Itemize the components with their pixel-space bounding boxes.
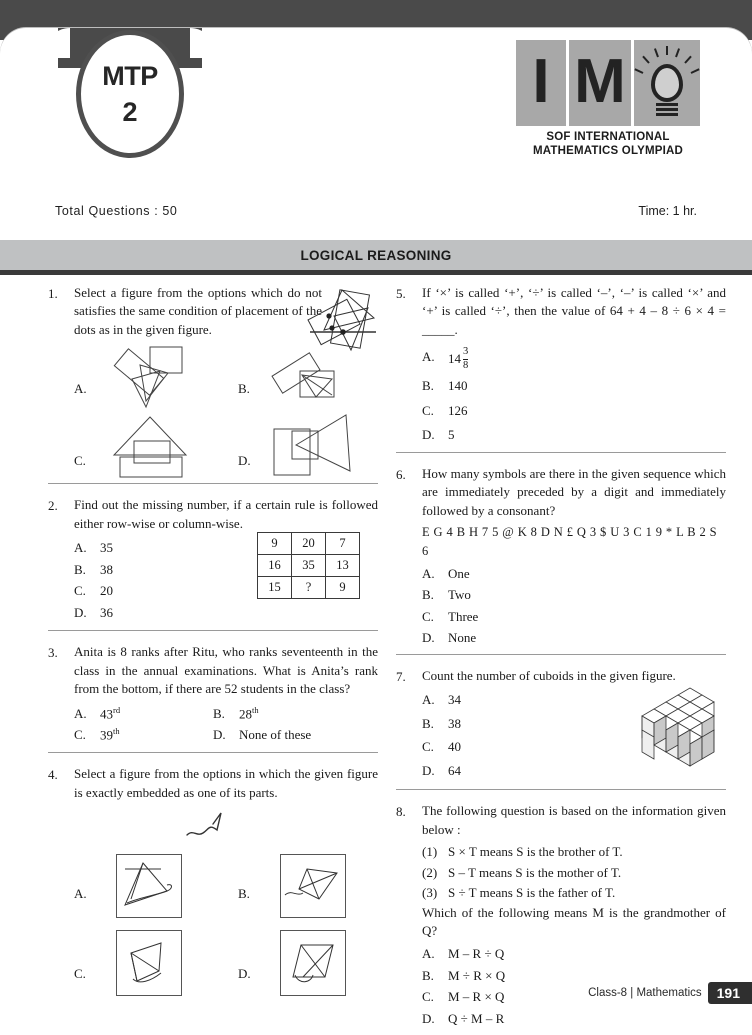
question-3 [48, 643, 378, 765]
question-1-option-d-label[interactable]: D. [238, 453, 251, 469]
imo-caption-line-2: MATHEMATICS OLYMPIAD [532, 145, 684, 158]
question-7-option-b-label: B. [422, 715, 434, 731]
grid-cell-r1c2: 20 [292, 533, 326, 555]
question-7-option-a-label: A. [422, 692, 435, 708]
grid-cell-r3c1: 15 [258, 577, 292, 599]
question-2-option-d[interactable] [48, 603, 378, 623]
question-5-option-b[interactable] [396, 376, 726, 396]
question-4-option-b-label[interactable]: B. [238, 886, 250, 902]
question-6-sequence: E G 4 B H 7 5 @ K 8 D N £ Q 3 $ U 3 C 1 9 * L B 2 S 6 [422, 525, 717, 558]
section-title: LOGICAL REASONING [300, 247, 452, 263]
question-3-option-c[interactable] [48, 725, 213, 745]
question-8-option-b-value: M ÷ R × Q [448, 967, 506, 983]
question-5-option-d-label: D. [422, 427, 435, 443]
imo-tile-m [569, 40, 631, 126]
question-4-options [48, 848, 378, 1000]
statement-2-number: (2) [422, 864, 438, 880]
question-2-option-d-value: 36 [100, 604, 113, 620]
question-8-text: The following question is based on the information given below : [422, 803, 726, 837]
page-number-badge: 191 [708, 982, 752, 1004]
question-3-number: 3. [48, 645, 58, 661]
question-2-option-c-label: C. [74, 583, 86, 599]
question-1-text: Select a figure from the options which do not satisfies the same condition of placement of the dots as in the given figure. [74, 285, 322, 337]
question-6-option-d-label: D. [422, 630, 435, 646]
question-4-option-d-label[interactable]: D. [238, 966, 251, 982]
grid-cell-r3c2: ? [292, 577, 326, 599]
question-5-option-a-label: A. [422, 349, 435, 365]
mtp-badge-number: 2 [122, 96, 138, 127]
question-5-number: 5. [396, 286, 406, 301]
question-5-option-a-value: 14 $\frac{3}{8}$ [448, 346, 469, 371]
question-8-statement-1 [422, 842, 726, 862]
question-2-option-b-value: 38 [100, 561, 113, 577]
question-5-text: If ‘×’ is called ‘+’, ‘÷’ is called ‘–’, ‘–’ is called ‘×’ and ‘+’ is called ‘÷’, then the value of 64 + 4 – 8 ÷ 6 × 4 = _____. [422, 285, 726, 337]
question-6-option-d-value: None [448, 630, 477, 646]
question-4-option-b-figure[interactable] [280, 854, 346, 918]
question-2-text: Find out the missing number, if a certain rule is followed either row-wise or column-wise. [74, 497, 378, 531]
statement-3-text: S ÷ T means S is the father of T. [448, 885, 616, 901]
page-header [0, 0, 752, 183]
question-7-number: 7. [396, 668, 406, 684]
question-1 [48, 284, 378, 496]
statement-2-text: S – T means S is the mother of T. [448, 864, 622, 880]
question-5-option-c-label: C. [422, 402, 434, 418]
question-8-statement-2 [422, 863, 726, 883]
question-8-option-c-value: M – R × Q [448, 989, 505, 1005]
question-4 [48, 765, 378, 1005]
left-column [48, 284, 378, 1005]
question-5-option-b-value: 140 [448, 378, 468, 394]
question-8-option-b-label: B. [422, 967, 434, 983]
statement-1-text: S × T means S is the brother of T. [448, 844, 623, 860]
question-1-option-a-label[interactable]: A. [74, 381, 87, 397]
question-5-option-d[interactable] [396, 425, 726, 445]
question-6-option-c-label: C. [422, 608, 434, 624]
question-1-option-b-label[interactable]: B. [238, 381, 250, 397]
imo-logo [516, 40, 700, 158]
question-8-option-c-label: C. [422, 989, 434, 1005]
mtp-badge-word: MTP [102, 60, 158, 91]
question-1-option-c-figure[interactable] [106, 415, 202, 479]
question-8-option-a-value: M – R ÷ Q [448, 946, 505, 962]
question-7 [396, 667, 726, 802]
question-4-option-a-label[interactable]: A. [74, 886, 87, 902]
lightbulb-o-icon [641, 46, 693, 122]
page-footer [0, 982, 752, 1004]
question-3-option-a[interactable] [48, 704, 213, 724]
question-3-option-a-value: 43rd [100, 704, 121, 721]
imo-logo-tiles [516, 40, 700, 126]
question-6-option-c[interactable] [396, 607, 726, 627]
fraction-denominator: 8 [463, 359, 469, 371]
question-2-option-b-label: B. [74, 561, 86, 577]
question-7-option-d-label: D. [422, 762, 435, 778]
question-2-number-grid [257, 532, 360, 599]
imo-tile-i [516, 40, 566, 126]
question-5-options [396, 347, 726, 445]
question-8-option-a[interactable] [396, 944, 726, 964]
question-4-stimulus-figure [183, 808, 243, 846]
question-2-number: 2. [48, 498, 58, 514]
question-3-text: Anita is 8 ranks after Ritu, who ranks seventeenth in the class in the annual examinations. What is Anita’s rank from the bottom, if there are 52 students in the class? [74, 644, 378, 697]
question-6-option-a-value: One [448, 565, 470, 581]
question-8-statements [396, 842, 726, 903]
imo-letter-m: M [574, 46, 626, 116]
question-8-option-d-value: Q ÷ M – R [448, 1010, 505, 1026]
grid-cell-r3c3: 9 [326, 577, 360, 599]
question-2-option-d-label: D. [74, 604, 87, 620]
question-4-option-c-label[interactable]: C. [74, 966, 86, 982]
footer-class-label: Class-8 | Mathematics [588, 987, 702, 999]
question-7-options [396, 690, 726, 780]
question-6-options [396, 564, 726, 648]
question-3-option-b-label: B. [213, 705, 225, 721]
question-3-option-a-label: A. [74, 705, 87, 721]
question-1-option-b-figure[interactable] [270, 349, 356, 411]
question-1-number: 1. [48, 286, 58, 301]
fraction-numerator: 3 [463, 346, 469, 358]
question-3-option-d[interactable] [213, 725, 378, 745]
question-6-option-b-label: B. [422, 587, 434, 603]
total-questions-label: Total Questions : 50 [55, 204, 178, 218]
question-7-cuboid-figure [634, 684, 720, 772]
question-7-option-c-label: C. [422, 739, 434, 755]
table-row [258, 555, 360, 577]
question-3-option-c-label: C. [74, 727, 86, 743]
grid-cell-r2c2: 35 [292, 555, 326, 577]
question-3-option-b-value: 28th [239, 704, 259, 721]
question-5 [396, 284, 726, 465]
imo-logo-caption [516, 130, 700, 159]
question-8-option-d[interactable] [396, 1009, 726, 1029]
question-8-statement-3 [422, 883, 726, 903]
question-6-option-b-value: Two [448, 587, 471, 603]
statement-3-number: (3) [422, 885, 438, 901]
question-4-text: Select a figure from the options in which the given figure is exactly embedded as one of its parts. [74, 766, 378, 800]
exam-info-bar [0, 190, 752, 232]
question-6-number: 6. [396, 466, 406, 482]
question-4-option-a-figure[interactable] [116, 854, 182, 918]
question-8-option-a-label: A. [422, 946, 435, 962]
question-8-option-d-label: D. [422, 1010, 435, 1026]
mtp-badge [76, 30, 184, 158]
imo-letter-i: I [532, 46, 550, 116]
question-2-options [48, 538, 378, 622]
question-5-option-a[interactable] [396, 347, 726, 371]
grid-cell-r2c3: 13 [326, 555, 360, 577]
grid-cell-r1c1: 9 [258, 533, 292, 555]
question-2-option-c-value: 20 [100, 583, 113, 599]
question-2 [48, 496, 378, 643]
question-6-option-b[interactable] [396, 585, 726, 605]
question-8-sub-question: Which of the following means M is the grandmother of Q? [422, 904, 726, 939]
question-3-option-b[interactable] [213, 704, 378, 724]
question-1-option-a-figure[interactable] [106, 345, 202, 415]
grid-cell-r2c1: 16 [258, 555, 292, 577]
question-7-option-b-value: 38 [448, 715, 461, 731]
right-column [396, 284, 726, 1035]
question-2-option-a-label: A. [74, 540, 87, 556]
question-1-option-c-label[interactable]: C. [74, 453, 86, 469]
table-row [258, 577, 360, 599]
question-3-option-d-value: None of these [239, 727, 312, 743]
question-1-option-d-figure[interactable] [270, 413, 366, 479]
grid-cell-r1c3: 7 [326, 533, 360, 555]
question-3-option-c-value: 39th [100, 726, 120, 743]
time-label: Time: 1 hr. [638, 204, 697, 218]
question-3-option-d-label: D. [213, 727, 226, 743]
question-5-option-c[interactable] [396, 401, 726, 421]
question-5-option-b-label: B. [422, 378, 434, 394]
imo-tile-o [634, 40, 700, 126]
question-4-number: 4. [48, 767, 58, 783]
statement-1-number: (1) [422, 844, 438, 860]
table-row [258, 533, 360, 555]
question-6-option-a[interactable] [396, 564, 726, 584]
question-2-option-a-value: 35 [100, 540, 113, 556]
section-title-band [0, 240, 752, 270]
question-6-option-d[interactable] [396, 628, 726, 648]
question-1-options [48, 345, 378, 477]
section-rule [0, 270, 752, 275]
question-7-option-c-value: 40 [448, 739, 461, 755]
question-7-text: Count the number of cuboids in the given figure. [422, 667, 676, 683]
question-6-text: How many symbols are there in the given sequence which are immediately preceded by a digit and immediately followed by a consonant? [422, 465, 726, 518]
question-7-option-d-value: 64 [448, 762, 461, 778]
question-5-option-d-value: 5 [448, 427, 455, 443]
question-6 [396, 465, 726, 667]
question-5-option-c-value: 126 [448, 402, 468, 418]
imo-caption-line-1: SOF INTERNATIONAL [546, 131, 670, 143]
question-6-option-a-label: A. [422, 565, 435, 581]
question-8-number: 8. [396, 804, 406, 820]
question-7-option-a-value: 34 [448, 692, 461, 708]
question-6-option-c-value: Three [448, 608, 479, 624]
question-3-options [48, 704, 378, 746]
